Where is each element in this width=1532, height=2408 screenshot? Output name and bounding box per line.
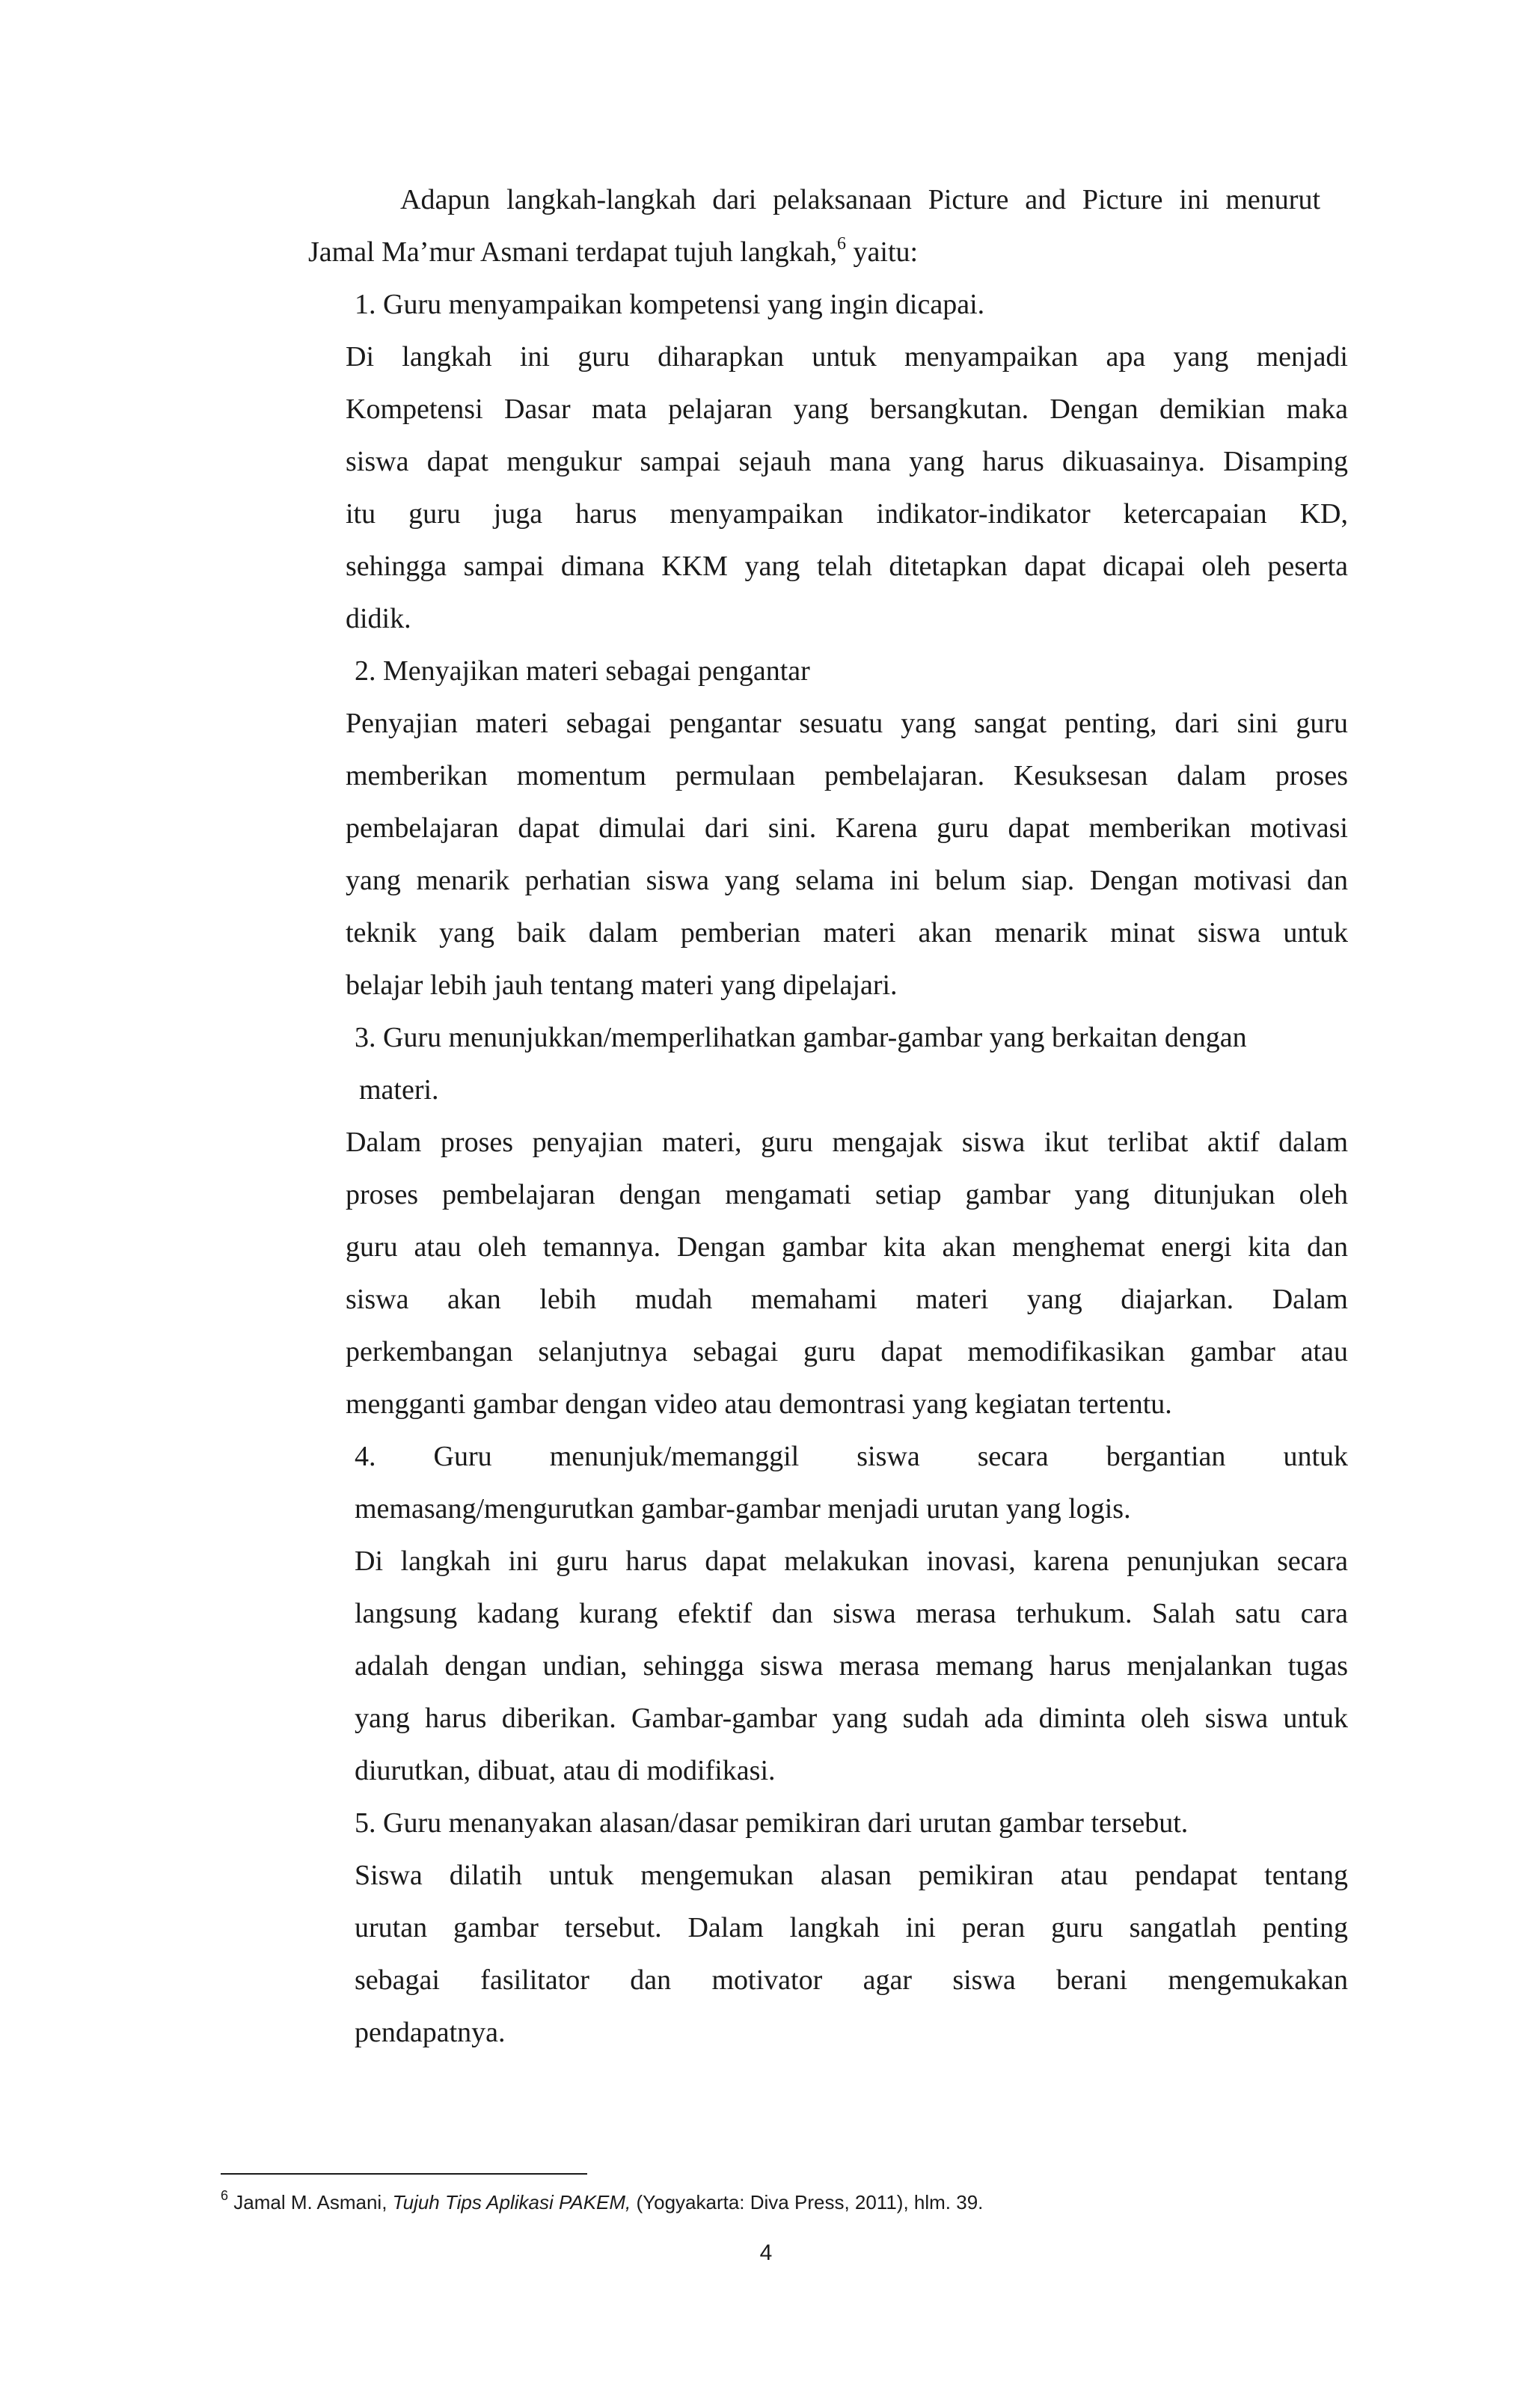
step-1-body-line: itu guru juga harus menyampaikan indikator-indikator ketercapaian KD,	[346, 498, 1348, 530]
footnote-author: Jamal M. Asmani,	[233, 2191, 393, 2214]
step-3-heading: 3. Guru menunjukkan/memperlihatkan gambar-gambar yang berkaitan dengan	[355, 1022, 1247, 1053]
footnote-title: Tujuh Tips Aplikasi PAKEM,	[392, 2191, 631, 2214]
step-4-heading: 4. Guru menunjuk/memanggil siswa secara bergantian untuk	[355, 1441, 1348, 1472]
footnote-reference[interactable]: 6	[837, 234, 847, 254]
step-2-heading: 2. Menyajikan materi sebagai pengantar	[355, 655, 810, 687]
step-2-body-line: Penyajian materi sebagai pengantar sesuatu yang sangat penting, dari sini guru	[346, 708, 1348, 739]
step-4-body-line: adalah dengan undian, sehingga siswa merasa memang harus menjalankan tugas	[355, 1650, 1348, 1682]
step-3-heading: materi.	[359, 1074, 439, 1106]
step-5-body-line: Siswa dilatih untuk mengemukan alasan pemikiran atau pendapat tentang	[355, 1860, 1348, 1891]
footnote-number: 6	[221, 2188, 229, 2203]
step-2-body-line: pembelajaran dapat dimulai dari sini. Karena guru dapat memberikan motivasi	[346, 812, 1348, 844]
step-4-heading: memasang/mengurutkan gambar-gambar menjadi urutan yang logis.	[355, 1493, 1131, 1525]
step-1-body-line: Kompetensi Dasar mata pelajaran yang bersangkutan. Dengan demikian maka	[346, 393, 1348, 425]
step-2-body-line: memberikan momentum permulaan pembelajaran. Kesuksesan dalam proses	[346, 760, 1348, 791]
step-3-body-line: Dalam proses penyajian materi, guru mengajak siswa ikut terlibat aktif dalam	[346, 1127, 1348, 1158]
step-1-body-line: siswa dapat mengukur sampai sejauh mana yang harus dikuasainya. Disamping	[346, 446, 1348, 477]
step-2-body-line: yang menarik perhatian siswa yang selama ini belum siap. Dengan motivasi dan	[346, 865, 1348, 896]
step-4-body-line: diurutkan, dibuat, atau di modifikasi.	[355, 1755, 776, 1786]
step-3-body-line: siswa akan lebih mudah memahami materi yang diajarkan. Dalam	[346, 1284, 1348, 1315]
intro-line-2-end: yaitu:	[846, 236, 919, 268]
step-1-heading: 1. Guru menyampaikan kompetensi yang ingin dicapai.	[355, 289, 985, 320]
footnote	[221, 2187, 983, 2217]
step-3-body-line: guru atau oleh temannya. Dengan gambar kita akan menghemat energi kita dan	[346, 1231, 1348, 1263]
footnote-separator	[221, 2173, 587, 2175]
step-3-body-line: proses pembelajaran dengan mengamati setiap gambar yang ditunjukan oleh	[346, 1179, 1348, 1210]
step-5-body-line: urutan gambar tersebut. Dalam langkah ini peran guru sangatlah penting	[355, 1912, 1348, 1943]
step-1-body-line: didik.	[346, 603, 411, 634]
step-3-body-line: perkembangan selanjutnya sebagai guru dapat memodifikasikan gambar atau	[346, 1336, 1348, 1367]
intro-line-2	[308, 226, 918, 278]
step-5-body-line: sebagai fasilitator dan motivator agar siswa berani mengemukakan	[355, 1964, 1348, 1996]
intro-line-1: Adapun langkah-langkah dari pelaksanaan Picture and Picture ini menurut	[400, 184, 1320, 215]
step-2-body-line: teknik yang baik dalam pemberian materi akan menarik minat siswa untuk	[346, 917, 1348, 949]
step-4-body-line: langsung kadang kurang efektif dan siswa merasa terhukum. Salah satu cara	[355, 1598, 1348, 1629]
step-5-body-line: pendapatnya.	[355, 2017, 506, 2048]
step-5-heading: 5. Guru menanyakan alasan/dasar pemikiran dari urutan gambar tersebut.	[355, 1807, 1189, 1839]
intro-line-2-text: Jamal Ma’mur Asmani terdapat tujuh langkah,	[308, 236, 838, 268]
step-1-body-line: Di langkah ini guru diharapkan untuk menyampaikan apa yang menjadi	[346, 341, 1348, 373]
step-2-body-line: belajar lebih jauh tentang materi yang dipelajari.	[346, 969, 898, 1001]
step-4-body-line: yang harus diberikan. Gambar-gambar yang sudah ada diminta oleh siswa untuk	[355, 1703, 1348, 1734]
footnote-rest: (Yogyakarta: Diva Press, 2011), hlm. 39.	[631, 2191, 984, 2214]
page-number: 4	[759, 2240, 773, 2265]
step-4-body-line: Di langkah ini guru harus dapat melakukan inovasi, karena penunjukan secara	[355, 1545, 1348, 1577]
step-3-body-line: mengganti gambar dengan video atau demontrasi yang kegiatan tertentu.	[346, 1388, 1172, 1420]
step-1-body-line: sehingga sampai dimana KKM yang telah ditetapkan dapat dicapai oleh peserta	[346, 551, 1348, 582]
